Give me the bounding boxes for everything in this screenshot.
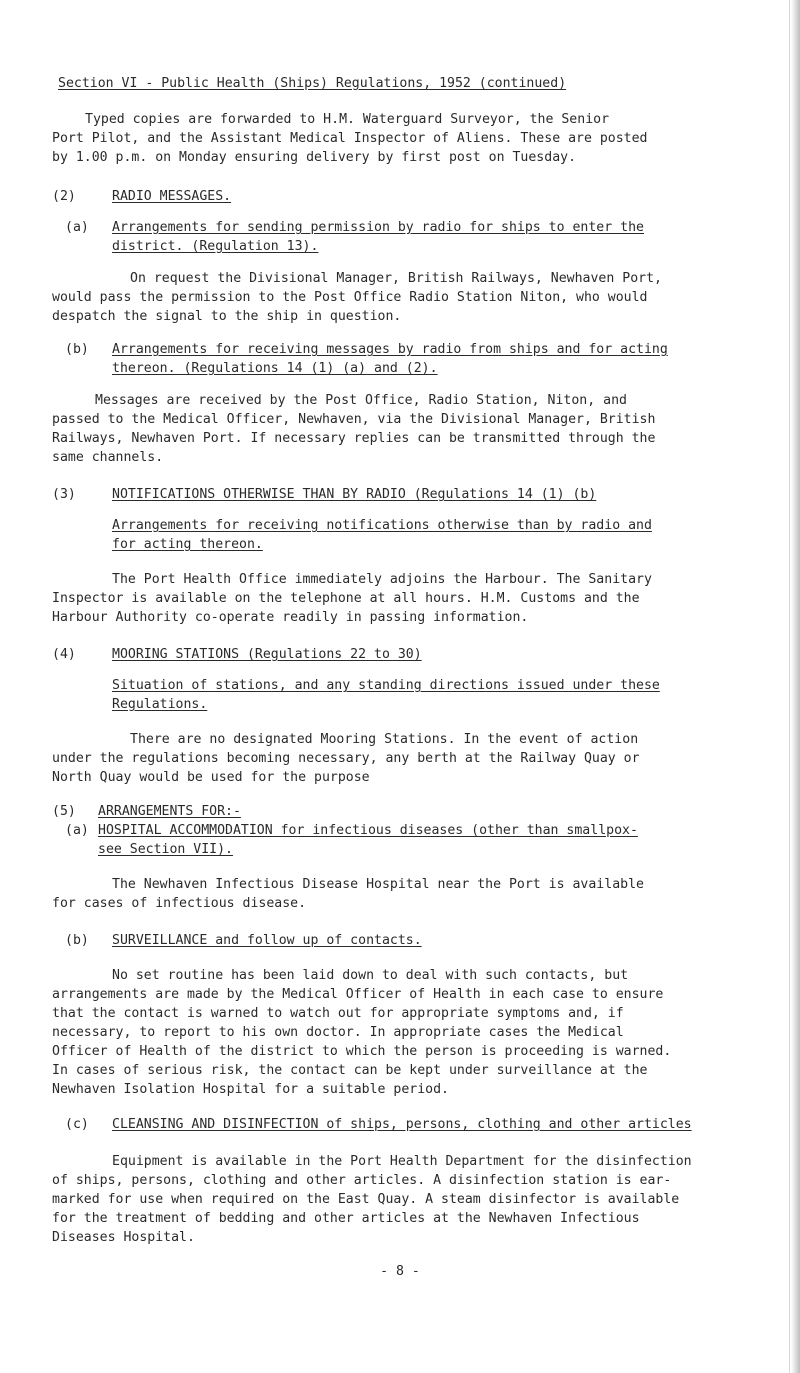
s5b-body-4: necessary, to report to his own doctor. In appropriate cases the Medical [52,1025,624,1040]
s2a-body-2: would pass the permission to the Post Office Radio Station Niton, who would [52,290,648,305]
intro-line-1: Typed copies are forwarded to H.M. Waterguard Surveyor, the Senior [85,112,610,127]
s5c-body-3: marked for use when required on the East Quay. A steam disinfector is available [52,1192,680,1207]
s5c-body-1: Equipment is available in the Port Health Department for the disinfection [112,1154,692,1169]
s3-heading-1: Arrangements for receiving notifications otherwise than by radio and [112,518,652,533]
s2b-heading-1: Arrangements for receiving messages by radio from ships and for acting [112,342,668,357]
s2b-body-2: passed to the Medical Officer, Newhaven, via the Divisional Manager, British [52,412,656,427]
s5b-body-7: Newhaven Isolation Hospital for a suitable period. [52,1082,449,1097]
s3-number: (3) [52,487,76,502]
section-heading: Section VI - Public Health (Ships) Regulations, 1952 (continued) [58,76,567,91]
s5a-heading-2: see Section VII). [98,842,233,857]
s5-title: ARRANGEMENTS FOR:- [98,804,241,819]
s2b-heading-2: thereon. (Regulations 14 (1) (a) and (2). [112,361,438,376]
s4-heading-2: Regulations. [112,697,208,712]
s5b-body-5: Officer of Health of the district to which the person is proceeding is warned. [52,1044,672,1059]
s2a-body-1: On request the Divisional Manager, British Railways, Newhaven Port, [130,271,662,286]
s5a-heading-1: HOSPITAL ACCOMMODATION for infectious diseases (other than smallpox- [98,823,638,838]
s5a-label: (a) [65,823,89,838]
intro-line-3: by 1.00 p.m. on Monday ensuring delivery by first post on Tuesday. [52,150,577,165]
s2a-heading-1: Arrangements for sending permission by radio for ships to enter the [112,220,644,235]
s2a-heading-2: district. (Regulation 13). [112,239,319,254]
s5b-heading: SURVEILLANCE and follow up of contacts. [112,933,422,948]
s2a-label: (a) [65,220,89,235]
intro-line-2: Port Pilot, and the Assistant Medical Inspector of Aliens. These are posted [52,131,648,146]
s5a-body-2: for cases of infectious disease. [52,896,307,911]
s5c-body-5: Diseases Hospital. [52,1230,195,1245]
s2b-body-1: Messages are received by the Post Office, Radio Station, Niton, and [95,393,627,408]
s4-heading-1: Situation of stations, and any standing directions issued under these [112,678,660,693]
s5c-label: (c) [65,1117,89,1132]
s4-title: MOORING STATIONS (Regulations 22 to 30) [112,647,422,662]
s4-body-2: under the regulations becoming necessary, any berth at the Railway Quay or [52,751,640,766]
s3-title: NOTIFICATIONS OTHERWISE THAN BY RADIO (Regulations 14 (1) (b) [112,487,597,502]
s3-heading-2: for acting thereon. [112,537,263,552]
page-edge-line [789,0,790,1373]
s5b-label: (b) [65,933,89,948]
s2b-body-3: Railways, Newhaven Port. If necessary replies can be transmitted through the [52,431,656,446]
s5-number: (5) [52,804,76,819]
s5c-body-2: of ships, persons, clothing and other articles. A disinfection station is ear- [52,1173,672,1188]
s3-body-1: The Port Health Office immediately adjoins the Harbour. The Sanitary [112,572,652,587]
s5b-body-3: that the contact is warned to watch out for appropriate symptoms and, if [52,1006,624,1021]
s2-number: (2) [52,189,76,204]
s5c-heading: CLEANSING AND DISINFECTION of ships, persons, clothing and other articles [112,1117,692,1132]
s5c-body-4: for the treatment of bedding and other articles at the Newhaven Infectious [52,1211,640,1226]
s4-body-1: There are no designated Mooring Stations. In the event of action [130,732,639,747]
s3-body-3: Harbour Authority co-operate readily in passing information. [52,610,529,625]
s3-body-2: Inspector is available on the telephone at all hours. H.M. Customs and the [52,591,640,606]
page-number: - 8 - [380,1264,420,1279]
s2b-body-4: same channels. [52,450,164,465]
s5a-body-1: The Newhaven Infectious Disease Hospital near the Port is available [112,877,644,892]
s2a-body-3: despatch the signal to the ship in question. [52,309,402,324]
s4-body-3: North Quay would be used for the purpose [52,770,370,785]
s5b-body-2: arrangements are made by the Medical Officer of Health in each case to ensure [52,987,664,1002]
s2b-label: (b) [65,342,89,357]
s4-number: (4) [52,647,76,662]
s5b-body-6: In cases of serious risk, the contact can be kept under surveillance at the [52,1063,648,1078]
s5b-body-1: No set routine has been laid down to deal with such contacts, but [112,968,629,983]
page-edge-shadow [791,0,800,1373]
s2-title: RADIO MESSAGES. [112,189,232,204]
